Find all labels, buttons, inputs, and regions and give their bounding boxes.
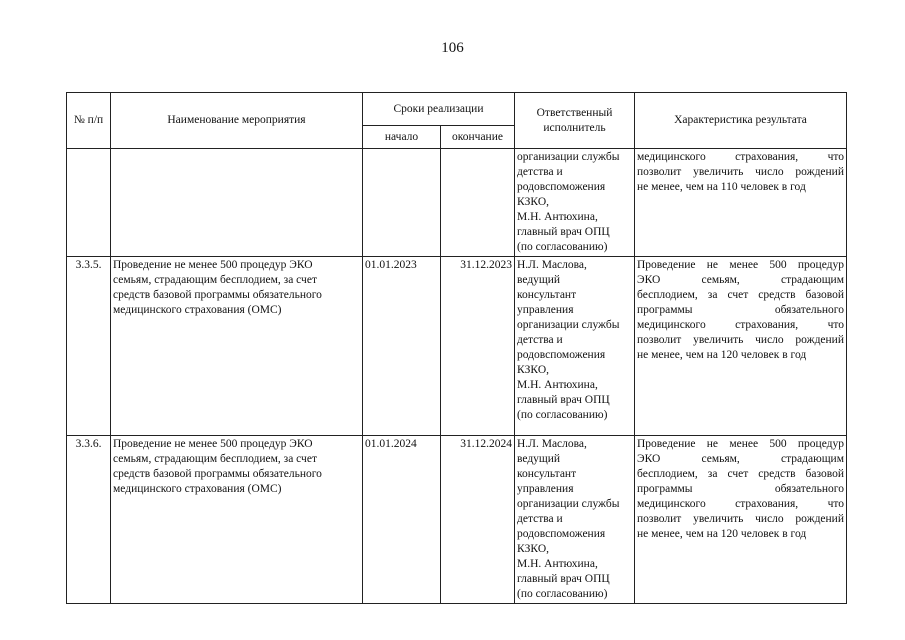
cell-executor-line: М.Н. Антюхина, (517, 558, 598, 570)
header-start: начало (363, 126, 441, 149)
cell-executor-line: (по согласованию) (517, 241, 608, 253)
cell-start-date (363, 149, 441, 257)
cell-num (67, 149, 111, 257)
header-num: № п/п (67, 93, 111, 149)
cell-executor-line: (по согласованию) (517, 588, 608, 600)
cell-start-date: 01.01.2023 (363, 257, 441, 436)
cell-executor-line: КЗКО, (517, 364, 549, 376)
cell-name-line: Проведение не менее 500 процедур ЭКО (113, 259, 313, 271)
header-executor: Ответственный исполнитель (515, 93, 635, 149)
cell-name-line: средств базовой программы обязательного (113, 468, 322, 480)
cell-end-date: 31.12.2023 (441, 257, 515, 436)
cell-result-line: программы обязательного (637, 304, 844, 316)
header-terms: Сроки реализации (363, 93, 515, 126)
cell-result-line: ЭКО семьям, страдающим (637, 453, 844, 465)
cell-name (111, 149, 363, 257)
cell-executor-line: родовспоможения (517, 181, 606, 193)
cell-executor-line: ведущий (517, 274, 561, 286)
cell-executor-line: организации службы (517, 151, 620, 163)
cell-result-line: позволит увеличить число рождений (637, 166, 844, 178)
cell-executor-line: родовспоможения (517, 349, 606, 361)
cell-executor-line: организации службы (517, 498, 620, 510)
cell-name-line: средств базовой программы обязательного (113, 289, 322, 301)
cell-result-line: Проведение не менее 500 процедур (637, 438, 844, 450)
cell-executor-line: главный врач ОПЦ (517, 394, 610, 406)
cell-executor-line: главный врач ОПЦ (517, 573, 610, 585)
cell-name (111, 257, 363, 436)
cell-result-line: медицинского страхования, что (637, 498, 844, 510)
cell-executor-line: М.Н. Антюхина, (517, 379, 598, 391)
cell-executor-line: ведущий (517, 453, 561, 465)
plan-table (66, 92, 847, 604)
cell-result-line: не менее, чем на 120 человек в год (637, 528, 807, 540)
cell-executor-line: детства и (517, 513, 563, 525)
cell-executor-line: Н.Л. Маслова, (517, 438, 587, 450)
cell-result (635, 436, 847, 604)
cell-result-line: программы обязательного (637, 483, 844, 495)
cell-name-line: медицинского страхования (ОМС) (113, 483, 282, 495)
cell-result-line: позволит увеличить число рождений (637, 513, 844, 525)
cell-executor-line: КЗКО, (517, 543, 549, 555)
cell-executor (515, 257, 635, 436)
cell-result-line: Проведение не менее 500 процедур (637, 259, 844, 271)
cell-end-date (441, 149, 515, 257)
header-end: окончание (441, 126, 515, 149)
cell-name-line: медицинского страхования (ОМС) (113, 304, 282, 316)
table-row (67, 149, 847, 257)
table-row (67, 257, 847, 436)
cell-end-date: 31.12.2024 (441, 436, 515, 604)
cell-result-line: позволит увеличить число рождений (637, 334, 844, 346)
cell-result-line: бесплодием, за счет средств базовой (637, 289, 844, 301)
cell-result (635, 149, 847, 257)
cell-executor-line: детства и (517, 166, 563, 178)
header-result: Характеристика результата (635, 93, 847, 149)
cell-name-line: семьям, страдающим бесплодием, за счет (113, 453, 317, 465)
cell-name-line: семьям, страдающим бесплодием, за счет (113, 274, 317, 286)
header-name: Наименование мероприятия (111, 93, 363, 149)
cell-executor (515, 436, 635, 604)
cell-name-line: Проведение не менее 500 процедур ЭКО (113, 438, 313, 450)
cell-executor-line: управления (517, 304, 574, 316)
cell-executor (515, 149, 635, 257)
cell-executor-line: консультант (517, 468, 577, 480)
cell-result (635, 257, 847, 436)
cell-executor-line: КЗКО, (517, 196, 549, 208)
cell-executor-line: управления (517, 483, 574, 495)
cell-executor-line: организации службы (517, 319, 620, 331)
cell-result-line: бесплодием, за счет средств базовой (637, 468, 844, 480)
page-number: 106 (441, 40, 464, 56)
cell-start-date: 01.01.2024 (363, 436, 441, 604)
cell-num: 3.3.6. (67, 436, 111, 604)
cell-num: 3.3.5. (67, 257, 111, 436)
cell-executor-line: Н.Л. Маслова, (517, 259, 587, 271)
cell-executor-line: главный врач ОПЦ (517, 226, 610, 238)
cell-result-line: не менее, чем на 110 человек в год (637, 181, 806, 193)
cell-executor-line: М.Н. Антюхина, (517, 211, 598, 223)
cell-result-line: медицинского страхования, что (637, 151, 844, 163)
cell-name (111, 436, 363, 604)
cell-executor-line: детства и (517, 334, 563, 346)
cell-result-line: ЭКО семьям, страдающим (637, 274, 844, 286)
cell-result-line: медицинского страхования, что (637, 319, 844, 331)
table-row (67, 436, 847, 604)
cell-executor-line: (по согласованию) (517, 409, 608, 421)
cell-result-line: не менее, чем на 120 человек в год (637, 349, 807, 361)
table-header-row (67, 93, 847, 126)
cell-executor-line: родовспоможения (517, 528, 606, 540)
cell-executor-line: консультант (517, 289, 577, 301)
